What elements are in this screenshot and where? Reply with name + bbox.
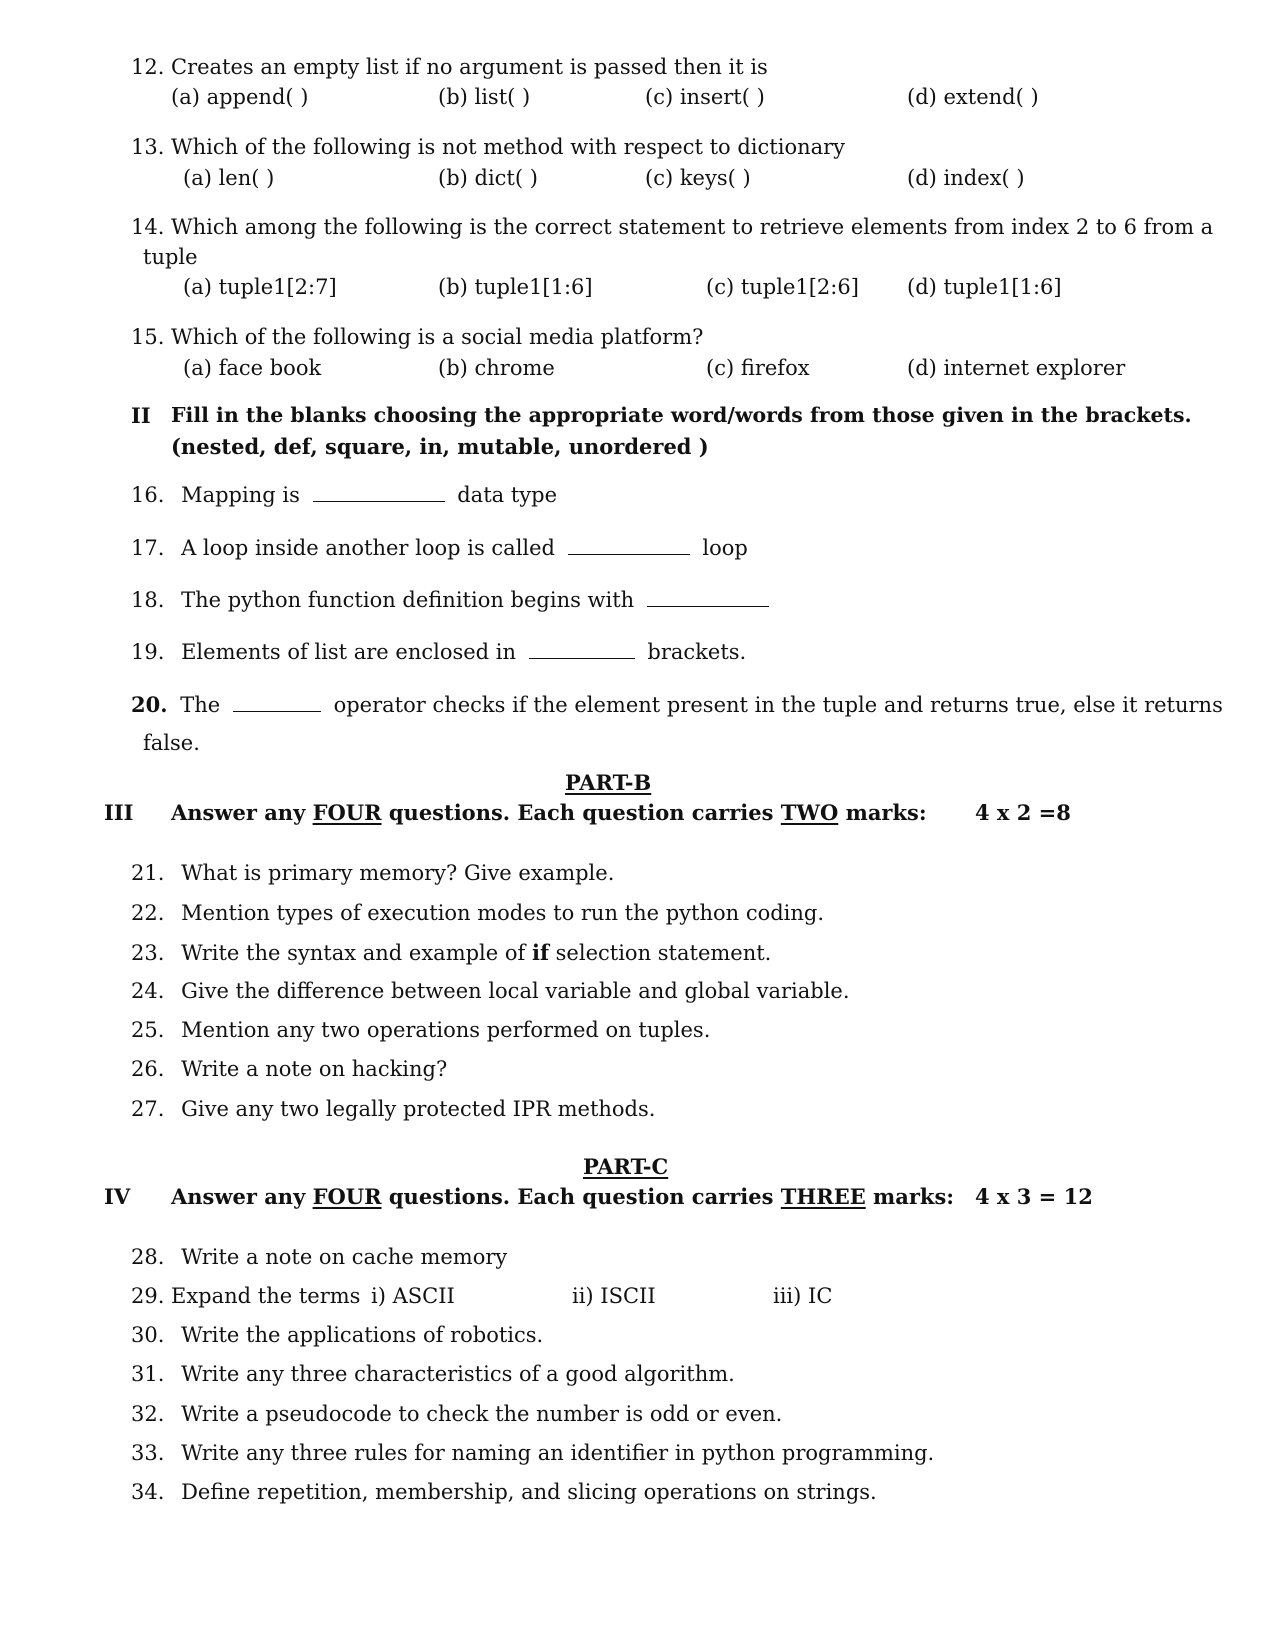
question-text: Which among the following is the correct statement to retrieve elements from index 2 to 6 from a — [171, 215, 1214, 239]
answer-blank[interactable] — [568, 554, 690, 555]
question-number: 34. — [131, 1480, 165, 1504]
option-a: (a) len( ) — [183, 166, 275, 190]
question-text: selection statement. — [548, 941, 772, 965]
question-text: Mention types of execution modes to run the python coding. — [181, 901, 825, 925]
answer-blank[interactable] — [233, 711, 321, 712]
question-text: Write any three rules for naming an identifier in python programming. — [181, 1441, 935, 1465]
question-30 — [131, 1325, 543, 1346]
question-text-continued: tuple — [143, 245, 198, 269]
question-text-after: operator checks if the element present in the tuple and returns true, else it returns — [333, 693, 1223, 717]
question-text: Elements of list are enclosed in — [181, 640, 517, 664]
question-text-after: data type — [457, 483, 558, 507]
question-text: Give any two legally protected IPR methods. — [181, 1097, 656, 1121]
question-text: The python function definition begins with — [181, 588, 635, 612]
question-number: 18. — [131, 588, 165, 612]
term-3: iii) IC — [773, 1284, 833, 1308]
instruction-count: FOUR — [312, 800, 382, 825]
question-28 — [131, 1247, 507, 1268]
instruction-marks: TWO — [780, 800, 839, 825]
part-c-instruction — [171, 1186, 954, 1207]
question-text: Creates an empty list if no argument is passed then it is — [171, 55, 768, 79]
part-b-title: PART-B — [565, 770, 652, 795]
question-number: 33. — [131, 1441, 165, 1465]
question-number: 20. — [131, 692, 168, 717]
fill-blank-16 — [131, 485, 557, 506]
question-27 — [131, 1099, 655, 1120]
question-21 — [131, 863, 614, 884]
answer-blank[interactable] — [313, 501, 445, 502]
question-31 — [131, 1364, 735, 1385]
question-text: Write a pseudocode to check the number is odd or even. — [181, 1402, 783, 1426]
question-number: 25. — [131, 1018, 165, 1042]
option-a: (a) append( ) — [171, 85, 309, 109]
question-23 — [131, 942, 771, 964]
question-keyword: if — [531, 940, 549, 965]
option-a: (a) tuple1[2:7] — [183, 275, 337, 299]
question-number: 15. — [131, 325, 165, 349]
question-text: Write a note on hacking? — [181, 1057, 448, 1081]
instruction-text: questions. Each question carries — [381, 1184, 781, 1209]
answer-blank[interactable] — [529, 658, 635, 659]
part-b-total-marks: 4 x 2 =8 — [975, 800, 1071, 825]
section-instruction: Fill in the blanks choosing the appropriate word/words from those given in the brackets. — [171, 403, 1192, 427]
question-number: 27. — [131, 1097, 165, 1121]
instruction-text: marks: — [838, 800, 927, 825]
option-b: (b) chrome — [438, 356, 555, 380]
question-number: 28. — [131, 1245, 165, 1269]
question-text: Which of the following is not method with respect to dictionary — [171, 135, 846, 159]
question-25 — [131, 1020, 710, 1041]
question-number: 17. — [131, 536, 165, 560]
fill-blank-19 — [131, 642, 746, 663]
term-2: ii) ISCII — [572, 1284, 656, 1308]
part-b-roman-numeral: III — [104, 800, 134, 825]
part-b-instruction — [171, 802, 927, 823]
instruction-text: questions. Each question carries — [381, 800, 781, 825]
question-text: Define repetition, membership, and slicing operations on strings. — [181, 1480, 877, 1504]
question-text: What is primary memory? Give example. — [181, 861, 615, 885]
question-24 — [131, 981, 850, 1002]
question-text: Write a note on cache memory — [181, 1245, 508, 1269]
question-34 — [131, 1482, 877, 1503]
section-word-bank: (nested, def, square, in, mutable, unordered ) — [171, 434, 709, 459]
question-text-after: brackets. — [647, 640, 747, 664]
question-text: Write any three characteristics of a good algorithm. — [181, 1362, 735, 1386]
question-text: A loop inside another loop is called — [181, 536, 556, 560]
question-text: The — [180, 693, 221, 717]
question-number: 29. — [131, 1284, 165, 1308]
question-32 — [131, 1404, 782, 1425]
question-number: 14. — [131, 215, 165, 239]
option-c: (c) insert( ) — [645, 85, 765, 109]
instruction-text: marks: — [865, 1184, 955, 1209]
question-number: 32. — [131, 1402, 165, 1426]
fill-blank-17 — [131, 538, 748, 559]
option-b: (b) tuple1[1:6] — [438, 275, 593, 299]
question-text: Write the applications of robotics. — [181, 1323, 544, 1347]
option-c: (c) tuple1[2:6] — [706, 275, 859, 299]
question-number: 26. — [131, 1057, 165, 1081]
question-text-after: loop — [702, 536, 748, 560]
instruction-text: Answer any — [171, 800, 313, 825]
part-c-roman-numeral: IV — [104, 1184, 131, 1209]
instruction-marks: THREE — [780, 1184, 866, 1209]
question-number: 19. — [131, 640, 165, 664]
question-text: Mapping is — [181, 483, 300, 507]
question-33 — [131, 1443, 934, 1464]
term-1: i) ASCII — [371, 1284, 455, 1308]
option-d: (d) internet explorer — [907, 356, 1126, 380]
question-text: Write the syntax and example of — [181, 941, 532, 965]
part-c-total-marks: 4 x 3 = 12 — [975, 1184, 1093, 1209]
fill-blank-20-continued: false. — [143, 731, 200, 755]
question-number: 22. — [131, 901, 165, 925]
question-number: 16. — [131, 483, 165, 507]
fill-blank-18 — [131, 590, 775, 611]
question-number: 13. — [131, 135, 165, 159]
question-text: Which of the following is a social media platform? — [171, 325, 704, 349]
part-c-title: PART-C — [583, 1154, 669, 1179]
question-number: 31. — [131, 1362, 165, 1386]
fill-blank-20 — [131, 694, 1223, 716]
question-number: 12. — [131, 55, 165, 79]
option-a: (a) face book — [183, 356, 322, 380]
question-text: Expand the terms — [171, 1284, 361, 1308]
option-b: (b) dict( ) — [438, 166, 538, 190]
question-22 — [131, 903, 824, 924]
option-b: (b) list( ) — [438, 85, 531, 109]
instruction-count: FOUR — [312, 1184, 382, 1209]
option-c: (c) keys( ) — [645, 166, 751, 190]
option-d: (d) tuple1[1:6] — [907, 275, 1062, 299]
option-d: (d) index( ) — [907, 166, 1025, 190]
question-number: 24. — [131, 979, 165, 1003]
section-roman-numeral: II — [131, 403, 151, 428]
question-text: Give the difference between local variable and global variable. — [181, 979, 850, 1003]
question-number: 23. — [131, 941, 165, 965]
answer-blank[interactable] — [647, 606, 769, 607]
question-text: Mention any two operations performed on tuples. — [181, 1018, 711, 1042]
option-d: (d) extend( ) — [907, 85, 1039, 109]
question-number: 21. — [131, 861, 165, 885]
instruction-text: Answer any — [171, 1184, 313, 1209]
option-c: (c) firefox — [706, 356, 810, 380]
question-26 — [131, 1059, 447, 1080]
question-number: 30. — [131, 1323, 165, 1347]
